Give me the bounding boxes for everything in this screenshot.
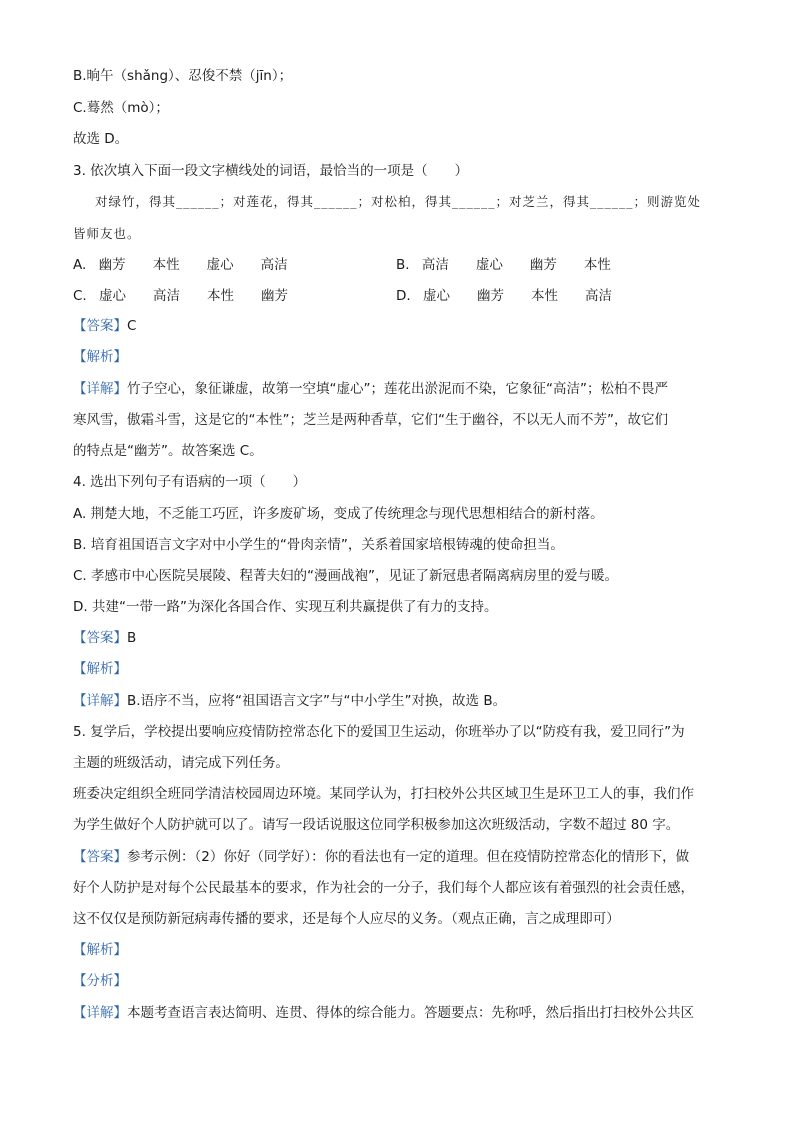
q4-detail [73, 691, 506, 711]
q3-option-c [73, 286, 288, 306]
q4-answer [73, 628, 136, 648]
q5-detail [73, 1003, 694, 1023]
q3-option-d [396, 286, 612, 306]
option-word: 高洁 [153, 288, 181, 304]
option-word: 虚心 [99, 288, 127, 304]
answer-text: 参考示例：（2）你好（同学好）：你的看法也有一定的道理。但在疫情防控常态化的情形下，做 [127, 849, 690, 865]
option-word: 本性 [152, 257, 180, 273]
q5-task-cont: 为学生做好个人防护就可以了。请写一段话说服这位同学积极参加这次班级活动，字数不超过 80 字。 [73, 817, 680, 833]
option-label: C. [73, 288, 87, 304]
q5-fenxi-tag: 【分析】 [73, 973, 127, 989]
detail-tag: 【详解】 [73, 1005, 127, 1021]
q4-option-a: A. 荆楚大地，不乏能工巧匠，许多废矿场，变成了传统理念与现代思想相结合的新村落。 [73, 506, 604, 522]
q4-analysis-tag: 【解析】 [73, 661, 127, 677]
q3-detail [73, 379, 668, 399]
option-word: 幽芳 [529, 257, 557, 273]
answer-line-c: C.蓦然（mò）； [73, 100, 169, 116]
answer-tag: 【答案】 [73, 849, 127, 865]
question-3-passage-cont: 皆师友也。 [73, 226, 141, 241]
question-3-passage: 对绿竹，得其______；对莲花，得其______；对松柏，得其______；对芝兰，得其______；则游览处 [95, 194, 702, 209]
q5-answer [73, 847, 689, 867]
question-3-stem: 3. 依次填入下面一段文字横线处的词语，最恰当的一项是（ ） [73, 163, 469, 179]
q5-task: 班委决定组织全班同学清洁校园周边环境。某同学认为，打扫校外公共区域卫生是环卫工人的事，我们作 [73, 786, 694, 802]
detail-text: B.语序不当，应将“祖国语言文字”与“中小学生”对换，故选 B。 [127, 693, 507, 709]
question-4-stem: 4. 选出下列句子有语病的一项（ ） [73, 474, 307, 490]
q4-option-b: B. 培育祖国语言文字对中小学生的“骨肉亲情”，关系着国家培根铸魂的使命担当。 [73, 537, 564, 553]
option-word: 幽芳 [476, 288, 504, 304]
option-word: 虚心 [206, 257, 234, 273]
q4-option-c: C. 孝感市中心医院吴展陵、程菁夫妇的“漫画战袍”，见证了新冠患者隔离病房里的爱与暖。 [73, 568, 618, 584]
q3-answer [73, 316, 136, 336]
answer-value: C [127, 318, 137, 334]
q4-option-d: D. 共建“一带一路”为深化各国合作、实现互利共赢提供了有力的支持。 [73, 599, 498, 615]
question-5-stem: 5. 复学后，学校提出要响应疫情防控常态化下的爱国卫生运动，你班举办了以“防疫有我，爱卫同行”为 [73, 724, 685, 740]
detail-tag: 【详解】 [73, 693, 127, 709]
option-word: 虚心 [475, 257, 503, 273]
q3-option-b [396, 255, 611, 275]
answer-choice-d: 故选 D。 [73, 131, 129, 147]
detail-tag: 【详解】 [73, 381, 127, 397]
detail-text: 本题考查语言表达简明、连贯、得体的综合能力。答题要点：先称呼，然后指出打扫校外公共区 [127, 1005, 694, 1021]
answer-tag: 【答案】 [73, 318, 127, 334]
q5-answer-cont: 好个人防护是对每个公民最基本的要求，作为社会的一分子，我们每个人都应该有着强烈的社会责任感， [73, 880, 694, 896]
option-word: 幽芳 [98, 257, 126, 273]
question-5-stem-cont: 主题的班级活动，请完成下列任务。 [73, 755, 289, 771]
option-label: D. [396, 288, 411, 304]
q3-detail-cont: 的特点是“幽芳”。故答案选 C。 [73, 443, 263, 459]
answer-tag: 【答案】 [73, 630, 127, 646]
option-word: 幽芳 [261, 288, 289, 304]
option-word: 高洁 [260, 257, 288, 273]
q3-analysis-tag: 【解析】 [73, 349, 127, 365]
option-word: 高洁 [584, 288, 612, 304]
option-word: 本性 [583, 257, 611, 273]
q3-option-a [73, 255, 288, 275]
answer-value: B [127, 630, 137, 646]
q5-answer-cont: 这不仅仅是预防新冠病毒传播的要求，还是每个人应尽的义务。（观点正确，言之成理即可） [73, 911, 620, 927]
option-word: 本性 [530, 288, 558, 304]
option-label: B. [396, 257, 410, 273]
q5-analysis-tag: 【解析】 [73, 942, 127, 958]
q3-detail-cont: 寒风雪，傲霜斗雪，这是它的“本性”；芝兰是两种香草，它们“生于幽谷，不以无人而不芳”，故它们 [73, 412, 668, 428]
option-label: A. [73, 257, 87, 273]
detail-text: 竹子空心，象征谦虚，故第一空填“虚心”；莲花出淤泥而不染，它象征“高洁”；松柏不畏严 [127, 381, 668, 397]
option-word: 高洁 [421, 257, 449, 273]
option-word: 本性 [207, 288, 235, 304]
answer-line-b: B.晌午（shǎng）、忍俊不禁（jīn）； [73, 68, 293, 84]
option-word: 虚心 [422, 288, 450, 304]
